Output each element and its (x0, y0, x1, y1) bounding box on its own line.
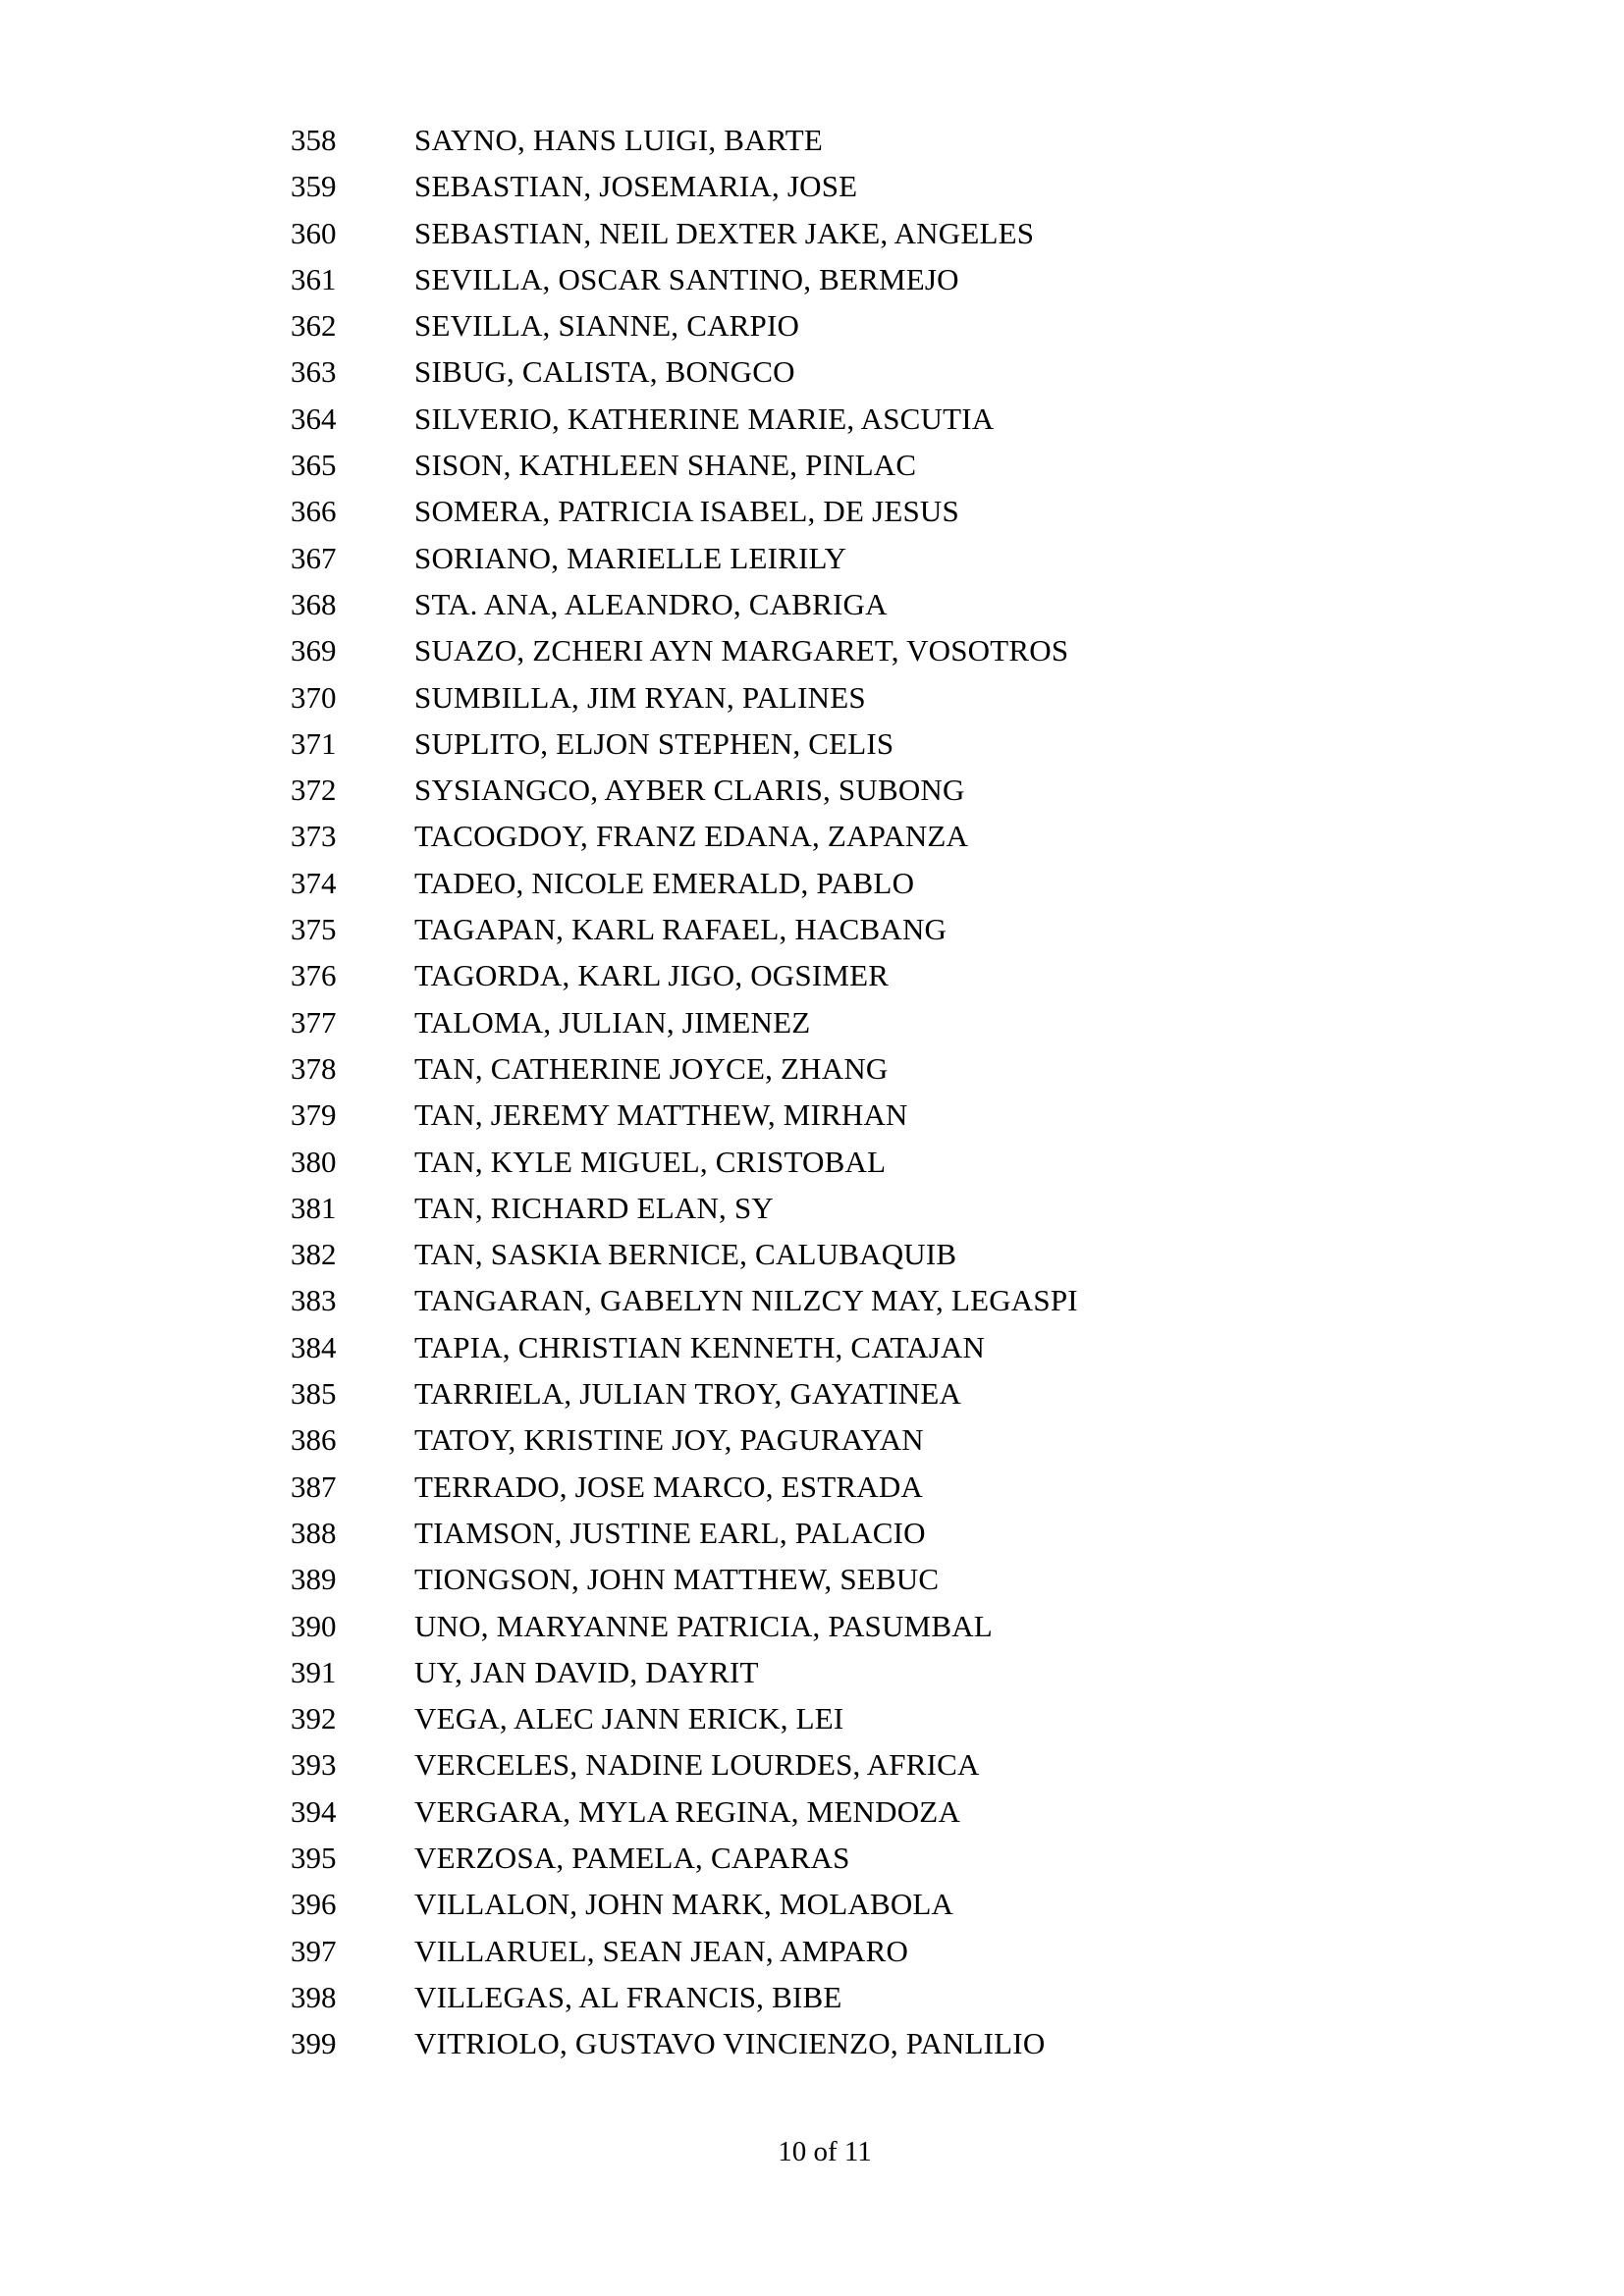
list-item (0, 721, 1624, 767)
entry-name: SILVERIO, KATHERINE MARIE, ASCUTIA (414, 400, 995, 436)
entry-name: TIONGSON, JOHN MATTHEW, SEBUC (414, 1562, 940, 1597)
list-item (0, 860, 1624, 906)
entry-name: TERRADO, JOSE MARCO, ESTRADA (414, 1468, 924, 1504)
list-item (0, 1556, 1624, 1602)
entry-name: TIAMSON, JUSTINE EARL, PALACIO (414, 1515, 926, 1550)
list-item (0, 952, 1624, 998)
entry-number: 381 (291, 1190, 337, 1225)
list-item (0, 348, 1624, 395)
list-item (0, 1464, 1624, 1510)
entry-name: VEGA, ALEC JANN ERICK, LEI (414, 1701, 844, 1736)
list-item (0, 1185, 1624, 1231)
list-item (0, 1649, 1624, 1695)
entry-number: 382 (291, 1237, 337, 1272)
list-item (0, 117, 1624, 163)
entry-number: 371 (291, 725, 337, 761)
entry-number: 399 (291, 2026, 337, 2061)
entry-number: 372 (291, 773, 337, 808)
entry-name: TARRIELA, JULIAN TROY, GAYATINEA (414, 1376, 962, 1412)
entry-number: 363 (291, 354, 337, 390)
entry-number: 368 (291, 586, 337, 621)
list-item (0, 1974, 1624, 2020)
entry-name: SAYNO, HANS LUIGI, BARTE (414, 123, 824, 157)
list-item (0, 488, 1624, 534)
entry-name: UNO, MARYANNE PATRICIA, PASUMBAL (414, 1608, 993, 1643)
entry-number: 376 (291, 958, 337, 993)
entry-name: VERCELES, NADINE LOURDES, AFRICA (414, 1747, 980, 1783)
entry-number: 396 (291, 1887, 337, 1922)
entry-name: STA. ANA, ALEANDRO, CABRIGA (414, 586, 888, 621)
list-item (0, 1092, 1624, 1138)
list-item (0, 1695, 1624, 1741)
list-item (0, 1231, 1624, 1277)
list-item (0, 1928, 1624, 1974)
entry-name: SEBASTIAN, NEIL DEXTER JAKE, ANGELES (414, 215, 1035, 250)
entry-number: 379 (291, 1097, 337, 1133)
entry-number: 385 (291, 1376, 337, 1412)
list-item (0, 1277, 1624, 1323)
list-item (0, 163, 1624, 209)
entry-name: TAN, JEREMY MATTHEW, MIRHAN (414, 1097, 908, 1133)
entry-name: TATOY, KRISTINE JOY, PAGURAYAN (414, 1422, 924, 1458)
entry-name: TADEO, NICOLE EMERALD, PABLO (414, 865, 915, 900)
entry-name: TALOMA, JULIAN, JIMENEZ (414, 1004, 811, 1040)
entry-number: 392 (291, 1701, 337, 1736)
list-item (0, 767, 1624, 813)
entry-number: 361 (291, 261, 337, 296)
entry-number: 364 (291, 400, 337, 436)
entry-number: 387 (291, 1468, 337, 1504)
entry-name: TAPIA, CHRISTIAN KENNETH, CATAJAN (414, 1329, 986, 1364)
entry-name: TAN, KYLE MIGUEL, CRISTOBAL (414, 1144, 887, 1179)
list-item (0, 999, 1624, 1045)
list-item (0, 1789, 1624, 1835)
list-item (0, 256, 1624, 302)
entry-name: TAGAPAN, KARL RAFAEL, HACBANG (414, 912, 947, 947)
entry-name: SIBUG, CALISTA, BONGCO (414, 354, 795, 390)
list-item (0, 1416, 1624, 1463)
entry-number: 370 (291, 679, 337, 715)
list-item (0, 1603, 1624, 1649)
entry-number: 398 (291, 1979, 337, 2014)
entry-number: 397 (291, 1933, 337, 1968)
entry-name: TANGARAN, GABELYN NILZCY MAY, LEGASPI (414, 1283, 1078, 1318)
entry-number: 373 (291, 819, 337, 854)
entry-name: VITRIOLO, GUSTAVO VINCIENZO, PANLILIO (414, 2026, 1046, 2061)
entry-number: 391 (291, 1654, 337, 1689)
entry-number: 366 (291, 494, 337, 529)
list-item (0, 302, 1624, 348)
entry-number: 375 (291, 912, 337, 947)
entry-number: 358 (291, 123, 337, 157)
entry-name: SISON, KATHLEEN SHANE, PINLAC (414, 448, 917, 483)
list-item (0, 535, 1624, 581)
list-item (0, 1139, 1624, 1185)
entry-number: 378 (291, 1050, 337, 1086)
entry-number: 389 (291, 1562, 337, 1597)
entry-name: SOMERA, PATRICIA ISABEL, DE JESUS (414, 494, 959, 529)
entry-number: 369 (291, 633, 337, 668)
entry-name: VILLARUEL, SEAN JEAN, AMPARO (414, 1933, 909, 1968)
entry-number: 365 (291, 448, 337, 483)
entry-number: 386 (291, 1422, 337, 1458)
entry-name: SYSIANGCO, AYBER CLARIS, SUBONG (414, 773, 965, 808)
list-item (0, 1045, 1624, 1092)
entry-number: 384 (291, 1329, 337, 1364)
list-item (0, 627, 1624, 673)
entry-name: TAN, RICHARD ELAN, SY (414, 1190, 774, 1225)
list-item (0, 1741, 1624, 1788)
entry-number: 360 (291, 215, 337, 250)
list-item (0, 674, 1624, 721)
entry-name: VERZOSA, PAMELA, CAPARAS (414, 1840, 850, 1875)
entry-name: SUPLITO, ELJON STEPHEN, CELIS (414, 725, 894, 761)
entry-name: SEVILLA, SIANNE, CARPIO (414, 308, 800, 344)
entry-number: 383 (291, 1283, 337, 1318)
entry-number: 374 (291, 865, 337, 900)
list-item (0, 210, 1624, 256)
entry-name: UY, JAN DAVID, DAYRIT (414, 1654, 759, 1689)
entry-name: SEBASTIAN, JOSEMARIA, JOSE (414, 169, 858, 204)
entry-number: 393 (291, 1747, 337, 1783)
entry-name: VILLALON, JOHN MARK, MOLABOLA (414, 1887, 954, 1922)
list-item (0, 906, 1624, 952)
entry-number: 390 (291, 1608, 337, 1643)
entry-number: 367 (291, 540, 337, 575)
entry-name: VERGARA, MYLA REGINA, MENDOZA (414, 1793, 961, 1829)
entry-name: SUMBILLA, JIM RYAN, PALINES (414, 679, 866, 715)
list-item (0, 1370, 1624, 1416)
list-item (0, 1881, 1624, 1927)
entry-number: 388 (291, 1515, 337, 1550)
entry-number: 380 (291, 1144, 337, 1179)
entry-name: VILLEGAS, AL FRANCIS, BIBE (414, 1979, 842, 2014)
list-item (0, 1510, 1624, 1556)
list-item (0, 813, 1624, 859)
entry-number: 362 (291, 308, 337, 344)
entry-name: TAN, SASKIA BERNICE, CALUBAQUIB (414, 1237, 957, 1272)
list-item (0, 1324, 1624, 1370)
list-item (0, 1835, 1624, 1881)
list-item (0, 2020, 1624, 2066)
list-item (0, 442, 1624, 488)
entry-number: 394 (291, 1793, 337, 1829)
entry-number: 359 (291, 169, 337, 204)
name-list (0, 117, 1624, 2066)
entry-name: SORIANO, MARIELLE LEIRILY (414, 540, 847, 575)
entry-name: TAN, CATHERINE JOYCE, ZHANG (414, 1050, 889, 1086)
entry-name: TACOGDOY, FRANZ EDANA, ZAPANZA (414, 819, 969, 854)
entry-name: TAGORDA, KARL JIGO, OGSIMER (414, 958, 890, 993)
entry-number: 377 (291, 1004, 337, 1040)
entry-number: 395 (291, 1840, 337, 1875)
entry-name: SUAZO, ZCHERI AYN MARGARET, VOSOTROS (414, 633, 1069, 668)
list-item (0, 396, 1624, 442)
page-number: 10 of 11 (778, 2136, 872, 2167)
entry-name: SEVILLA, OSCAR SANTINO, BERMEJO (414, 261, 959, 296)
list-item (0, 581, 1624, 627)
